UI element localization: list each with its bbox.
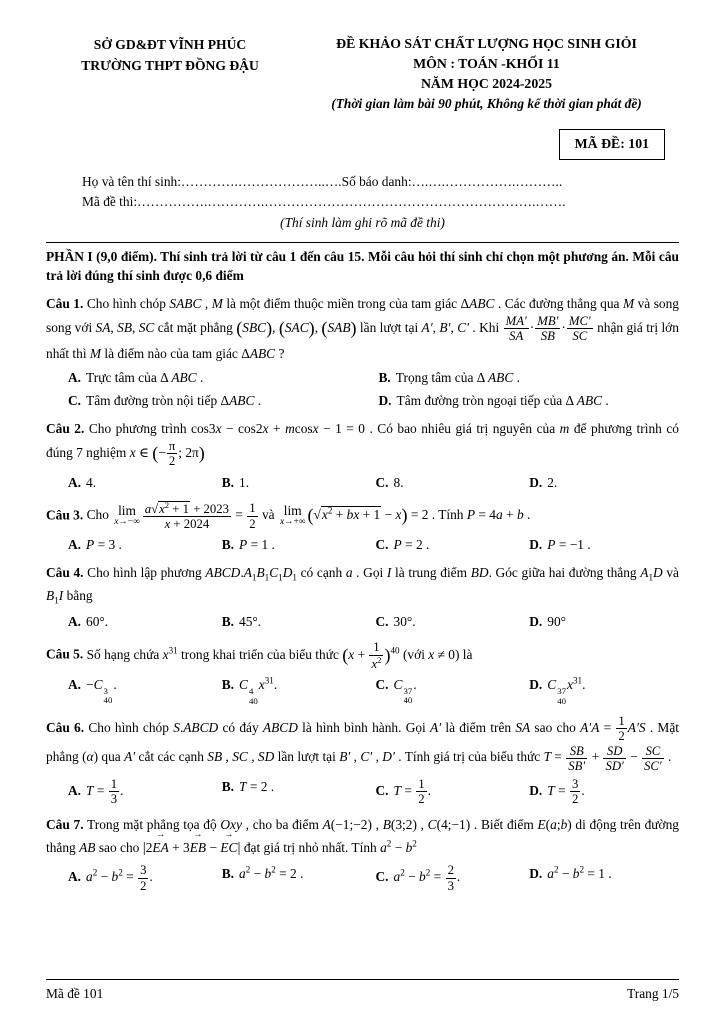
question-6-options <box>46 777 679 807</box>
question-1-option-a <box>68 368 375 388</box>
option-text: 1. <box>239 474 250 490</box>
question-3-stem <box>46 501 679 532</box>
question-2-number: Câu 2. <box>46 420 85 436</box>
question-4-option-d <box>529 612 679 632</box>
option-letter: C. <box>68 392 82 408</box>
option-letter: A. <box>68 537 82 553</box>
footer-exam-code: Mã đề 101 <box>46 985 104 1001</box>
question-7-option-c <box>376 863 526 893</box>
question-7-text: Trong mặt phẳng tọa độ Oxy , cho ba điểm A(−1;−2) , B(3;2) , C(4;−1) . Biết điểm E(a;b) di động trên đường thẳng AB sao cho |2EA → + 3EB → − EC → | đạt giá trị nhỏ nhất. Tính $a^2 - b^2$ <box>46 816 679 856</box>
option-letter: C. <box>375 474 389 490</box>
question-6-option-d <box>529 777 679 807</box>
school-name: TRƯỜNG THPT ĐỒNG ĐẬU <box>81 58 259 74</box>
option-text: 2. <box>547 474 558 490</box>
student-note: (Thí sinh làm ghi rõ mã đề thi) <box>280 215 445 231</box>
option-text: $a^2 - b^2$ = $\frac{3}{2}$ . <box>86 863 153 893</box>
option-letter: C. <box>375 676 389 692</box>
question-2-option-b <box>222 473 372 493</box>
page-footer <box>46 979 679 1004</box>
student-info <box>46 172 679 212</box>
option-text: 60°. <box>86 614 109 630</box>
question-7-option-d <box>529 863 679 893</box>
exam-header <box>46 34 679 113</box>
option-text: T = $\frac{3}{2}$ . <box>547 777 585 807</box>
option-text: T = 2 . <box>239 779 275 795</box>
option-letter: C. <box>375 782 389 798</box>
question-4 <box>46 563 679 632</box>
exam-code-box: MÃ ĐỀ: 101 <box>559 129 665 160</box>
student-name-line: Họ và tên thí sinh:………….………………..….Số báo danh:….….…………….……….. <box>82 174 563 190</box>
option-text: T = $\frac{1}{3}$ . <box>86 777 124 807</box>
question-4-stem <box>46 563 679 608</box>
option-letter: C. <box>375 869 389 885</box>
question-7-option-b <box>222 863 372 893</box>
question-3-option-d <box>529 535 679 555</box>
option-text: Tâm đường tròn nội tiếp ΔABC . <box>86 392 262 408</box>
exam-duration-note: (Thời gian làm bài 90 phút, Không kể thời gian phát đề) <box>331 96 642 111</box>
option-letter: D. <box>529 865 543 881</box>
question-4-option-c <box>376 612 526 632</box>
exam-subject: MÔN : TOÁN -KHỐI 11 <box>413 56 560 71</box>
option-letter: B. <box>221 537 235 553</box>
question-7-number: Câu 7. <box>46 816 84 832</box>
exam-year: NĂM HỌC 2024-2025 <box>420 76 553 91</box>
option-letter: B. <box>221 614 235 630</box>
section-divider <box>46 242 679 243</box>
option-letter: A. <box>68 369 82 385</box>
question-3-options <box>46 535 679 555</box>
option-text: T = $\frac{1}{2}$ . <box>393 777 431 807</box>
question-5-option-d <box>529 675 679 706</box>
option-text: Tâm đường tròn ngoại tiếp của Δ ABC . <box>396 392 609 408</box>
question-4-option-b <box>222 612 372 632</box>
question-2 <box>46 419 679 493</box>
question-1-text: Cho hình chóp SABC , M là một điểm thuộc miền trong của tam giác ΔABC . Các đường thẳng qua M và song song với SA, SB, SC cắt mặt phẳng (SBC), (SAC), (SAB) lần lượt tại A′, B′, C′ . Khi $\frac{MA'}{SA}$ · $\frac{MB'}{SB}$ · $\frac{MC'}{SC}$ nhận giá trị lớn nhất thì M là điểm nào của tam giác ΔABC ? <box>46 295 679 361</box>
question-2-option-a <box>68 473 218 493</box>
option-letter: A. <box>68 782 82 798</box>
option-text: P = 1 . <box>239 537 275 553</box>
question-1-option-b <box>379 368 680 388</box>
question-7-options <box>46 863 679 893</box>
exam-title: ĐỀ KHẢO SÁT CHẤT LƯỢNG HỌC SINH GIỎI <box>336 36 637 51</box>
question-4-number: Câu 4. <box>46 565 84 581</box>
option-text: C 4 40 $x^{31}$. <box>239 675 278 706</box>
option-text: P = −1 . <box>547 537 591 553</box>
option-letter: D. <box>529 677 543 693</box>
question-7 <box>46 815 679 893</box>
option-text: C 37 40 $x^{31}$. <box>547 675 586 706</box>
option-text: P = 3 . <box>86 537 122 553</box>
question-5-number: Câu 5. <box>46 646 84 662</box>
question-6-stem <box>46 714 679 773</box>
question-5-option-a <box>68 675 218 706</box>
option-letter: A. <box>68 676 82 692</box>
question-5-text: Số hạng chứa $x^{31}$ trong khai triển của biểu thức (x + $\frac{1}{x^2}$ )$^{40}$ (với x ≠ 0) là <box>86 640 473 671</box>
question-3 <box>46 501 679 556</box>
question-1-options <box>46 368 679 411</box>
option-text: Trọng tâm của Δ ABC . <box>395 369 520 385</box>
option-text: 90° <box>547 614 567 630</box>
option-letter: B. <box>221 474 235 490</box>
option-letter: B. <box>221 865 235 881</box>
footer-page-number: Trang 1/5 <box>627 985 679 1001</box>
question-3-text: Cho lim x→−∞ $\frac{a√x^2 + 1 + 2023}{x + 2024}$ = $\frac{1}{2}$ và lim x→+∞ ($√x^2$ + bx + 1 − x) = 2 . Tính P = 4a + b . <box>86 499 531 532</box>
option-text: Trực tâm của Δ ABC . <box>86 369 204 385</box>
option-letter: D. <box>529 537 543 553</box>
question-6-option-b <box>222 777 372 807</box>
question-6-text: Cho hình chóp S.ABCD có đáy ABCD là hình bình hành. Gọi A′ là điểm trên SA sao cho A′A = $\frac{1}{2}$ A′S . Mặt phẳng (α) qua A′ cắt các cạnh SB , SC , SD lần lượt tại B′ , C′ , D′ . Tính giá trị của biểu thức T = $\frac{SB}{SB'}$ + $\frac{SD}{SD'}$ − $\frac{SC}{SC'}$ . <box>46 714 679 773</box>
question-1-stem <box>46 294 679 364</box>
option-letter: A. <box>68 869 82 885</box>
question-1-number: Câu 1. <box>46 295 84 311</box>
option-text: $a^2 - b^2$ = $\frac{2}{3}$ . <box>393 863 461 893</box>
question-3-option-c <box>376 535 526 555</box>
question-4-text: Cho hình lập phương $ABCD.A_1B_1C_1D_1$ có cạnh a . Gọi I là trung điểm BD. Góc giữa hai đường thẳng $A_1D$ và $B_1I$ bằng <box>46 565 679 606</box>
question-1-option-c <box>68 391 375 411</box>
option-letter: A. <box>68 614 82 630</box>
option-letter: B. <box>221 779 235 795</box>
question-7-stem <box>46 815 679 860</box>
question-2-text: Cho phương trình cos3x − cos2x + mcosx − 1 = 0 . Có bao nhiêu giá trị nguyên của m để phương trình có đúng 7 nghiệm x ∈ (− $\frac{\pi}{2}$ ; 2π) <box>46 420 679 469</box>
exam-title-block <box>294 34 679 113</box>
option-text: 45°. <box>239 614 262 630</box>
question-5-options <box>46 675 679 706</box>
option-letter: C. <box>375 614 389 630</box>
option-text: $a^2 - b^2 = 2$ . <box>239 864 304 881</box>
question-5-option-b <box>222 675 372 706</box>
question-6 <box>46 714 679 807</box>
question-7-option-a <box>68 863 218 893</box>
option-text: 8. <box>393 474 404 490</box>
question-1 <box>46 294 679 411</box>
option-text: 30°. <box>393 614 416 630</box>
question-6-option-c <box>376 777 526 807</box>
option-text: −C 3 40 . <box>86 676 117 706</box>
question-1-option-d <box>379 391 680 411</box>
question-5-option-c <box>376 675 526 706</box>
department-name: SỞ GD&ĐT VĨNH PHÚC <box>93 37 247 52</box>
option-letter: A. <box>68 474 82 490</box>
question-4-option-a <box>68 612 218 632</box>
option-text: P = 2 . <box>393 537 430 553</box>
question-2-stem <box>46 419 679 469</box>
question-2-option-c <box>376 473 526 493</box>
question-5 <box>46 640 679 706</box>
option-letter: B. <box>378 369 391 385</box>
exam-code-line: Mã đề thi:…………….………….…………………………………………………….……. <box>82 194 566 210</box>
question-6-option-a <box>68 777 218 807</box>
question-3-option-a <box>68 535 218 555</box>
question-3-option-b <box>222 535 372 555</box>
question-3-number: Câu 3. <box>46 507 84 523</box>
option-letter: D. <box>529 782 543 798</box>
question-5-stem <box>46 640 679 671</box>
option-text: C 37 40 . <box>393 676 417 706</box>
option-letter: C. <box>375 537 389 553</box>
option-letter: D. <box>529 614 543 630</box>
option-text: 4. <box>86 474 97 490</box>
option-letter: D. <box>378 392 392 408</box>
question-2-options <box>46 473 679 493</box>
option-letter: B. <box>221 677 235 693</box>
question-6-number: Câu 6. <box>46 719 85 735</box>
question-4-options <box>46 612 679 632</box>
issuing-authority <box>46 34 294 113</box>
part1-heading: PHẦN I (9,0 điểm). Thí sinh trả lời từ câu 1 đến câu 15. Mỗi câu hỏi thí sinh chỉ chọn một phương án. Mỗi câu trả lời đúng thí sinh được 0,6 điểm <box>46 249 679 284</box>
question-2-option-d <box>529 473 679 493</box>
option-text: $a^2 - b^2 = 1$ . <box>547 864 612 881</box>
option-letter: D. <box>529 474 543 490</box>
